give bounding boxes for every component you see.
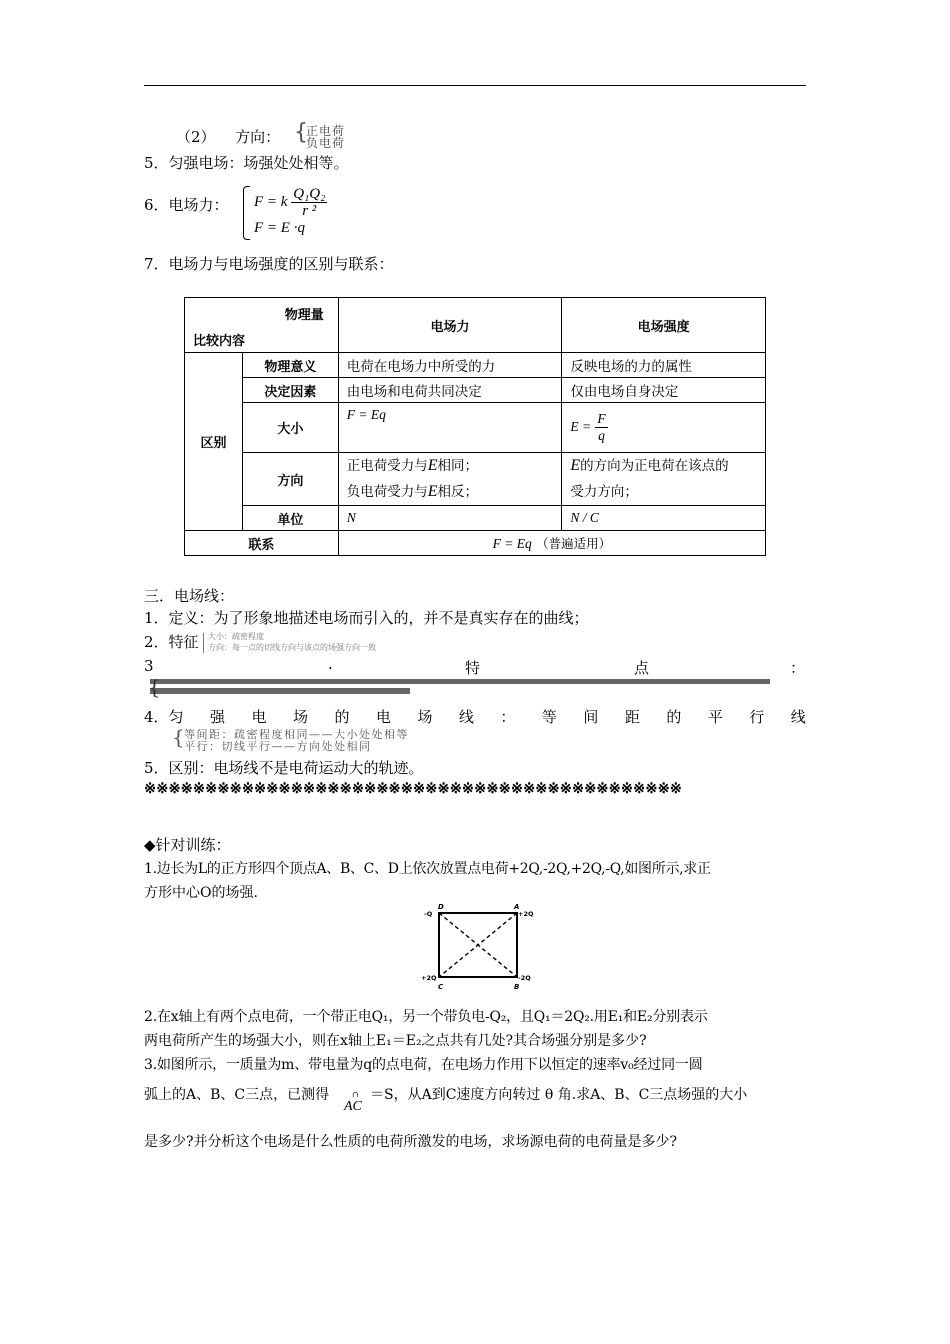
coulomb-lhs: F <box>254 193 264 210</box>
table-row <box>185 453 766 506</box>
field-lines-definition: 1．定义：为了形象地描述电场而引入的，并不是真实存在的曲线； <box>144 609 589 627</box>
row-meaning: 物理意义 <box>242 353 338 378</box>
separator-line: ※※※※※※※※※※※※※※※※※※※※※※※※※※※※※※※※※※※※※※※※※※※※ <box>144 780 683 797</box>
direction-sub-negative: 负电荷 <box>306 136 346 150</box>
point4-char: 平 <box>707 708 723 726</box>
q1-line1: 1.边长为L的正方形四个顶点A、B、C、D上依次放置点电荷+2Q,-2Q,+2Q,-Q,如图所示,求正 <box>144 861 711 877</box>
point4-char: 的 <box>666 708 682 726</box>
charge-D: -Q <box>424 910 433 918</box>
point4-char: 场 <box>417 708 433 726</box>
feature-sub-size: 大小：疏密程度 <box>208 632 264 641</box>
feature-brace <box>203 633 207 653</box>
coulomb-mid: = k <box>266 193 288 210</box>
diff-heading: 7．电场力与电场强度的区别与联系： <box>144 255 394 273</box>
row-size-field-lhs: E = <box>570 419 592 434</box>
q3-line3: 是多少?并分析这个电场是什么性质的电荷所激发的电场，求场源电荷的电荷量是多少? <box>144 1134 678 1150</box>
q2-line2: 两电荷所产生的场强大小，则在x轴上E₁＝E₂之点共有几处?其合场强分别是多少? <box>144 1033 647 1049</box>
row-dir-field-2: 受力方向； <box>570 484 638 500</box>
point3-blurred-row-2 <box>150 688 410 694</box>
row-dir: 方向 <box>242 453 338 506</box>
point3-colon: ： <box>790 659 806 677</box>
table-corner <box>185 298 339 353</box>
force-brace <box>243 186 250 240</box>
point5-line: 5．区别：电场线不是电荷运动大的轨迹。 <box>144 759 424 777</box>
square-charges-figure <box>418 900 534 992</box>
point3-char-1: 特 <box>465 659 481 677</box>
row-dir-force-2b: E <box>427 483 438 500</box>
point4-char: 线 <box>790 708 806 726</box>
header-rule <box>144 85 806 86</box>
row-dir-force-1a: 正电荷受力与 <box>346 458 428 474</box>
row-meaning-field: 反映电场的力的属性 <box>562 353 766 378</box>
row-link-note: （普遍适用） <box>536 536 612 551</box>
table-row <box>185 378 766 403</box>
direction-sub-positive: 正电荷 <box>306 124 346 138</box>
row-dir-force-2a: 负电荷受力与 <box>346 484 428 500</box>
point4-char: 间 <box>583 708 599 726</box>
row-size-field-fraction <box>595 411 607 444</box>
row-dir-force-1b: E <box>427 457 438 474</box>
point4-char: 线 <box>458 708 474 726</box>
table-header-row <box>185 298 766 353</box>
table-row <box>185 403 766 453</box>
coulomb-denominator: r ² <box>302 203 317 219</box>
row-dir-force-1c: 相同； <box>437 458 479 474</box>
point4-char: 等 <box>541 708 557 726</box>
row-dir-force <box>338 453 562 506</box>
field-lines-feature: 2．特征 <box>144 633 199 651</box>
coulomb-fraction <box>291 186 327 219</box>
field-force-formula: F = E ·q <box>254 220 305 236</box>
q3-arc-mark: ∩ <box>352 1090 359 1099</box>
point4-brace: { <box>172 725 185 749</box>
point4-char: 电 <box>251 708 267 726</box>
field-lines-heading: 三．电场线： <box>144 587 235 605</box>
point4-char: 距 <box>624 708 640 726</box>
point3-char-2: 点 <box>634 659 650 677</box>
row-dir-force-2c: 相反； <box>437 484 479 500</box>
label-C: C <box>438 983 444 991</box>
row-dir-field <box>562 453 766 506</box>
row-size-field-num: F <box>597 411 606 426</box>
group-diff: 区别 <box>185 353 243 531</box>
point4-char: 电 <box>375 708 391 726</box>
force-label: 6．电场力： <box>144 196 229 214</box>
point3-dot: . <box>328 655 333 673</box>
row-size-force <box>338 403 562 453</box>
row-meaning-force: 电荷在电场力中所受的力 <box>338 353 562 378</box>
point4-char: 行 <box>749 708 765 726</box>
charge-B: -2Q <box>518 974 531 982</box>
point4-char: ： <box>500 708 516 726</box>
point4-char: 4．匀 <box>144 708 184 726</box>
col-force: 电场力 <box>338 298 562 353</box>
row-size-force-formula: F = Eq <box>346 407 386 422</box>
row-factor-field: 仅由电场自身决定 <box>562 378 766 403</box>
row-dir-field-1a: E <box>570 457 581 474</box>
point4-char: 的 <box>334 708 350 726</box>
charge-A: +2Q <box>518 910 534 918</box>
table-row <box>185 531 766 556</box>
point3-blurred-row-1 <box>150 679 770 684</box>
row-link-value <box>338 531 765 556</box>
row-unit: 单位 <box>242 506 338 531</box>
feature-sub-direction: 方向：每一点的切线方向与该点的场强方向一致 <box>208 643 376 652</box>
corner-top: 物理量 <box>284 308 324 323</box>
charge-C: +2Q <box>421 974 437 982</box>
row-link: 联系 <box>185 531 339 556</box>
direction-brace: { <box>294 120 308 145</box>
practice-heading: ◆针对训练： <box>144 836 231 854</box>
label-A: A <box>514 903 520 911</box>
point4-char: 强 <box>210 708 226 726</box>
point3-number: 3 <box>144 657 154 675</box>
point4-sub-parallel: 平行：切线平行——方向处处相同 <box>184 740 372 753</box>
coulomb-formula <box>254 186 327 219</box>
col-field: 电场强度 <box>562 298 766 353</box>
row-link-formula: F = Eq <box>492 536 532 551</box>
q2-line1: 2.在x轴上有两个点电荷，一个带正电Q₁，另一个带负电-Q₂，且Q₁＝2Q₂.用E₁和E₂分别表示 <box>144 1009 708 1025</box>
point3-brace: { <box>148 675 161 699</box>
table-row <box>185 506 766 531</box>
direction-label: 方向： <box>235 128 281 146</box>
direction-prefix: （2） <box>176 128 216 146</box>
row-unit-field: N / C <box>562 506 766 531</box>
row-size: 大小 <box>242 403 338 453</box>
row-unit-force: N <box>338 506 562 531</box>
corner-bottom: 比较内容 <box>193 334 246 349</box>
table-row <box>185 353 766 378</box>
point4-sub-spacing: 等间距：疏密程度相同——大小处处相等 <box>184 728 409 741</box>
uniform-field-line: 5．匀强电场：场强处处相等。 <box>144 154 349 172</box>
direction-line <box>176 126 280 147</box>
point4-char: 场 <box>292 708 308 726</box>
comparison-table <box>184 297 766 556</box>
row-size-field <box>562 403 766 453</box>
q3-line1: 3.如图所示，一质量为m、带电量为q的点电荷，在电场力作用下以恒定的速率v₀经过同一圆 <box>144 1057 703 1073</box>
row-factor-force: 由电场和电荷共同决定 <box>338 378 562 403</box>
q3-arc: AC <box>344 1099 362 1114</box>
label-B: B <box>514 983 520 991</box>
q3-line2a: 弧上的A、B、C三点，已测得 <box>144 1087 330 1103</box>
q3-line2b: ＝S，从A到C速度方向转过 θ 角.求A、B、C三点场强的大小 <box>370 1087 748 1103</box>
coulomb-numerator: Q₁Q₂ <box>293 186 326 202</box>
point4-line <box>144 706 806 727</box>
q1-line2: 方形中心O的场强. <box>144 885 258 901</box>
row-size-field-den: q <box>598 428 605 443</box>
label-D: D <box>438 903 444 911</box>
row-dir-field-1b: 的方向为正电荷在该点的 <box>580 458 729 474</box>
row-factor: 决定因素 <box>242 378 338 403</box>
